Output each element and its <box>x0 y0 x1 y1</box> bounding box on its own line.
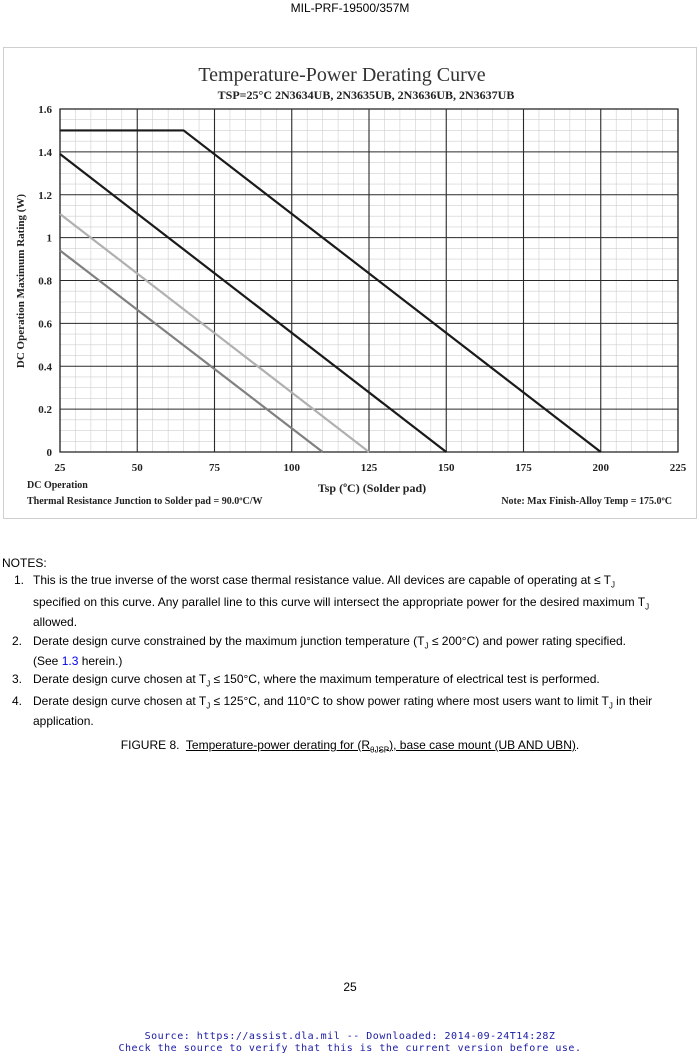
derating-chart-figure <box>3 47 697 519</box>
note-number: 4. <box>12 694 23 709</box>
x-tick-label: 25 <box>54 462 66 474</box>
note-text-part: specified on this curve. Any parallel line to this curve will intersect the appropriate power for the desired maximum T <box>33 595 646 610</box>
note-text: ≤ 150°C, where the maximum temperature of electrical test is performed. <box>210 672 600 687</box>
page-number: 25 <box>343 980 357 994</box>
note-sub: J <box>611 579 615 589</box>
note-sub: J <box>206 679 211 689</box>
footer-verify-line: Check the source to verify that this is the current version before use. <box>118 1043 582 1054</box>
note-text <box>33 654 700 669</box>
x-tick-label: 125 <box>360 462 378 474</box>
chart-grid <box>60 109 678 452</box>
thermal-resistance-label: Thermal Resistance Junction to Solder pad = 90.0ºC/W <box>27 496 263 507</box>
note-text: ≤ 200°C) and power rating specified. <box>428 633 627 648</box>
note-number: 1. <box>14 572 25 587</box>
note-sub: J <box>645 602 650 612</box>
note-sub: J <box>608 701 613 711</box>
note-item <box>0 573 700 630</box>
note-text: ≤ 125°C, and 110°C to show power rating where most users want to limit T <box>210 694 609 709</box>
y-tick-label: 0.2 <box>38 404 52 417</box>
y-tick-label: 0.6 <box>38 318 52 331</box>
note-text: in their application. <box>33 694 653 728</box>
notes-heading: NOTES: <box>2 556 47 570</box>
y-tick-label: 0.4 <box>38 361 52 374</box>
y-axis-label: DC Operation Maximum Rating (W) <box>15 193 27 369</box>
figure-title-period: . <box>575 738 580 752</box>
figure-number: FIGURE 8. <box>120 738 180 752</box>
figure-title-sub: θJSP <box>370 745 390 755</box>
note-item <box>0 672 700 692</box>
x-axis-label: Tsp (ºC) (Solder pad) <box>317 481 427 495</box>
figure-caption <box>0 738 700 754</box>
note-item <box>0 634 700 668</box>
x-tick-label: 150 <box>438 462 455 474</box>
x-tick-label: 200 <box>592 462 609 474</box>
note-text-part: herein.) <box>78 653 123 668</box>
y-tick-label: 0 <box>46 447 52 459</box>
note-text-part: allowed. <box>33 615 78 630</box>
y-tick-label: 0.8 <box>38 275 52 288</box>
chart-ticks <box>38 104 687 474</box>
note-item <box>0 694 700 728</box>
figure-title-part: Temperature-power derating for (R <box>185 738 370 752</box>
figure-title-part: ), base case mount (UB AND UBN) <box>389 738 576 752</box>
document-id-header: MIL-PRF-19500/357M <box>290 1 410 15</box>
note-text: This is the true inverse of the worst case thermal resistance value. All devices are capable of operating at ≤ T <box>33 572 611 587</box>
section-link[interactable]: 1.3 <box>61 653 79 668</box>
note-text: Derate design curve constrained by the maximum junction temperature (T <box>33 633 425 648</box>
y-tick-label: 1.6 <box>38 104 52 116</box>
x-tick-label: 175 <box>515 462 532 474</box>
footer-source-line: Source: https://assist.dla.mil -- Downloaded: 2014-09-24T14:28Z <box>144 1031 556 1042</box>
note-number: 3. <box>12 672 23 687</box>
note-text <box>33 595 696 629</box>
notes-section <box>0 556 700 728</box>
chart-title: Temperature-Power Derating Curve <box>198 64 486 86</box>
dc-operation-label: DC Operation <box>27 480 88 491</box>
note-number: 2. <box>12 633 23 648</box>
x-tick-label: 100 <box>283 462 300 474</box>
note-text: Derate design curve chosen at T <box>33 694 207 709</box>
note-text: Derate design curve chosen at T <box>33 672 207 687</box>
note-sub: J <box>424 641 429 651</box>
note-text-part: (See <box>33 653 62 668</box>
note-sub: J <box>206 701 211 711</box>
derating-chart <box>4 48 696 518</box>
y-tick-label: 1.4 <box>38 146 52 159</box>
x-tick-label: 225 <box>669 462 687 474</box>
figure-title <box>185 738 576 755</box>
max-temp-note: Note: Max Finish-Alloy Temp = 175.0ºC <box>501 496 672 507</box>
chart-subtitle: TSP=25°C 2N3634UB, 2N3635UB, 2N3636UB, 2N3637UB <box>217 88 515 102</box>
source-footer <box>0 1031 700 1055</box>
y-tick-label: 1 <box>46 232 52 245</box>
x-tick-label: 75 <box>209 462 220 474</box>
derating-curve <box>60 154 446 452</box>
y-tick-label: 1.2 <box>38 189 52 202</box>
x-tick-label: 50 <box>131 462 143 474</box>
